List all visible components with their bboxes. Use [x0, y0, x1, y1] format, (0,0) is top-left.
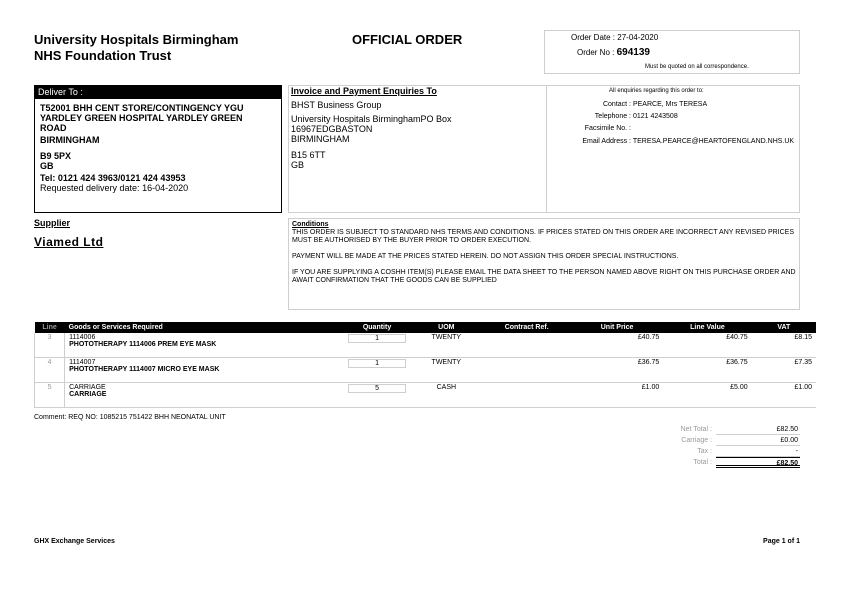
- net-total-row: [660, 424, 800, 435]
- row-line-value: £40.75: [663, 333, 751, 358]
- row-quantity: [344, 333, 410, 358]
- email-value: TERESA.PEARCE@HEARTOFENGLAND.NHS.UK: [632, 138, 795, 145]
- row-line-value: £5.00: [663, 383, 751, 408]
- row-contract: [482, 383, 570, 408]
- enquiries-contact-row: [549, 101, 707, 108]
- quote-note: Must be quoted on all correspondence.: [645, 64, 749, 70]
- footer-provider: GHX Exchange Services: [34, 538, 115, 545]
- conditions-box: [288, 218, 800, 310]
- table-row: [35, 358, 817, 383]
- net-total-label: Net Total :: [680, 426, 712, 433]
- item-description: CARRIAGE: [69, 391, 107, 398]
- order-no-value: 694139: [616, 47, 650, 58]
- carriage-row: [660, 435, 800, 446]
- carriage-value: £0.00: [716, 435, 800, 446]
- conditions-para-2: PAYMENT WILL BE MADE AT THE PRICES STATED HEREIN. DO NOT ASSIGN THIS ORDER SPECIAL INSTRUCTIONS.: [292, 253, 679, 260]
- row-uom: CASH: [410, 383, 482, 408]
- row-goods: [65, 333, 344, 358]
- col-line-value: Line Value: [663, 322, 751, 333]
- row-quantity: [344, 383, 410, 408]
- order-date-value: 27-04-2020: [617, 33, 659, 42]
- supplier-name: Viamed Ltd: [34, 235, 104, 249]
- carriage-label: Carriage :: [681, 437, 712, 444]
- deliver-postcode: B9 5PX: [40, 151, 72, 161]
- row-unit-price: £1.00: [571, 383, 663, 408]
- deliver-line-4: BIRMINGHAM: [40, 135, 100, 145]
- document-title: OFFICIAL ORDER: [352, 32, 463, 47]
- col-quantity: Quantity: [344, 322, 410, 333]
- grand-total-row: [660, 457, 800, 468]
- contact-value: PEARCE, Mrs TERESA: [632, 101, 708, 108]
- tax-row: [660, 446, 800, 457]
- org-line-1: University Hospitals Birmingham: [34, 32, 239, 47]
- deliver-country: GB: [40, 161, 54, 171]
- conditions-para-1: THIS ORDER IS SUBJECT TO STANDARD NHS TERMS AND CONDITIONS. IF PRICES STATED ON THIS ORDER ARE INCORRECT ANY REVISED PRICES MUST BE AUTHORISED BY THE BUYER PRIOR TO ORDER EXECUTION.: [292, 229, 795, 244]
- col-line: Line: [35, 322, 65, 333]
- enquiries-email-row: [549, 138, 794, 145]
- org-line-2: NHS Foundation Trust: [34, 48, 172, 63]
- order-no-row: [577, 47, 650, 58]
- row-vat: £1.00: [752, 383, 816, 408]
- row-vat: £7.35: [752, 358, 816, 383]
- grand-total-value: £82.50: [716, 457, 800, 468]
- row-line: 3: [35, 333, 65, 358]
- invoice-divider: [546, 86, 547, 212]
- deliver-line-3: ROAD: [40, 123, 67, 133]
- row-contract: [482, 333, 570, 358]
- deliver-tel: Tel: 0121 424 3963/0121 424 43953: [40, 173, 186, 183]
- grand-total-label: Total :: [693, 459, 712, 466]
- enquiries-facsimile-row: [549, 125, 631, 132]
- row-line: 5: [35, 383, 65, 408]
- order-items-table: [34, 322, 816, 408]
- deliver-line-1: T52001 BHH CENT STORE/CONTINGENCY YGU: [40, 103, 244, 113]
- row-line: 4: [35, 358, 65, 383]
- contact-label: Contact :: [602, 101, 631, 108]
- deliver-to-heading: Deliver To :: [35, 86, 281, 99]
- item-code: 1114007: [69, 359, 96, 366]
- deliver-to-box: [34, 85, 282, 213]
- telephone-label: Telephone :: [594, 113, 631, 120]
- invoice-line-3: 16967EDGBASTON: [291, 124, 373, 134]
- deliver-line-2: YARDLEY GREEN HOSPITAL YARDLEY GREEN: [40, 113, 243, 123]
- table-header-row: [35, 322, 817, 333]
- row-line-value: £36.75: [663, 358, 751, 383]
- order-date-row: [571, 33, 658, 42]
- order-date-label: Order Date :: [571, 33, 616, 42]
- row-unit-price: £40.75: [571, 333, 663, 358]
- invoice-line-4: BIRMINGHAM: [291, 134, 350, 144]
- quantity-value: 5: [348, 384, 406, 393]
- invoice-line-2: University Hospitals BirminghamPO Box: [291, 114, 452, 124]
- quantity-value: 1: [348, 359, 406, 368]
- col-unit-price: Unit Price: [571, 322, 663, 333]
- row-vat: £8.15: [752, 333, 816, 358]
- supplier-label: Supplier: [34, 218, 71, 228]
- col-contract: Contract Ref.: [482, 322, 570, 333]
- row-goods: [65, 383, 344, 408]
- enquiries-telephone-row: [549, 113, 678, 120]
- organisation-name: [34, 32, 238, 64]
- deliver-to-address: [35, 99, 281, 193]
- row-uom: TWENTY: [410, 333, 482, 358]
- invoice-box: [288, 85, 800, 213]
- quantity-value: 1: [348, 334, 406, 343]
- invoice-postcode: B15 6TT: [291, 150, 326, 160]
- order-no-label: Order No :: [577, 48, 615, 57]
- item-code: CARRIAGE: [69, 384, 106, 391]
- row-unit-price: £36.75: [571, 358, 663, 383]
- order-comment: Comment: REQ NO: 1085215 751422 BHH NEONATAL UNIT: [34, 414, 226, 421]
- table-row: [35, 333, 817, 358]
- tax-value: -: [716, 446, 800, 457]
- item-code: 1114006: [69, 334, 96, 341]
- table-row: [35, 383, 817, 408]
- invoice-address: [291, 86, 545, 170]
- item-description: PHOTOTHERAPY 1114006 PREM EYE MASK: [69, 341, 217, 348]
- enquiries-note: All enquiries regarding this order to:: [609, 88, 704, 94]
- row-uom: TWENTY: [410, 358, 482, 383]
- invoice-heading: Invoice and Payment Enquiries To: [291, 86, 437, 96]
- col-vat: VAT: [752, 322, 816, 333]
- conditions-heading: Conditions: [292, 221, 329, 228]
- invoice-country: GB: [291, 160, 305, 170]
- totals-block: [660, 424, 800, 468]
- invoice-line-1: BHST Business Group: [291, 100, 382, 110]
- page-number: Page 1 of 1: [763, 538, 800, 545]
- facsimile-label: Facsimile No. :: [584, 125, 631, 132]
- row-goods: [65, 358, 344, 383]
- net-total-value: £82.50: [716, 424, 800, 435]
- item-description: PHOTOTHERAPY 1114007 MICRO EYE MASK: [69, 366, 220, 373]
- col-goods: Goods or Services Required: [65, 322, 344, 333]
- col-uom: UOM: [410, 322, 482, 333]
- row-contract: [482, 358, 570, 383]
- order-info-box: [544, 30, 800, 74]
- conditions-para-3: IF YOU ARE SUPPLYING A COSHH ITEM(S) PLEASE EMAIL THE DATA SHEET TO THE PERSON NAMED ABOVE RIGHT ON THIS PURCHASE ORDER AND AWAIT CONFIRMATION THAT THE GOODS CAN BE SUPPLIED: [292, 269, 796, 284]
- requested-delivery-date: Requested delivery date: 16-04-2020: [40, 183, 189, 193]
- tax-label: Tax :: [697, 448, 712, 455]
- email-label: Email Address :: [582, 138, 631, 145]
- row-quantity: [344, 358, 410, 383]
- telephone-value: 0121 4243508: [632, 113, 678, 120]
